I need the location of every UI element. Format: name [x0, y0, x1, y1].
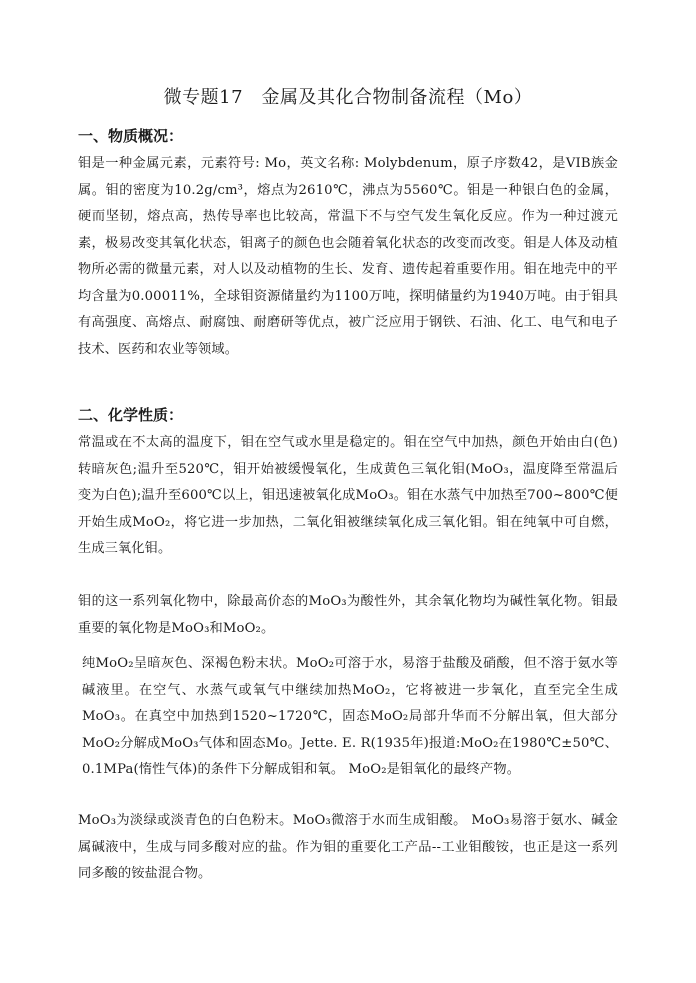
- chemical-text-2: 钼的这一系列氧化物中，除最高价态的MoO₃为酸性外，其余氧化物均为碱性氧化物。钼最重要的氧化物是MoO₃和MoO₂。: [78, 594, 618, 636]
- overview-paragraph: [78, 151, 618, 363]
- chemical-paragraph-4: [78, 808, 618, 888]
- page-title: 微专题17 金属及其化合物制备流程（Mo）: [163, 87, 533, 108]
- chemical-text-4: MoO₃为淡绿或淡青色的白色粉末。MoO₃微溶于水而生成钼酸。 MoO₃易溶于氨水、碱金属碱液中，生成与同多酸对应的盐。作为钼的重要化工产品--工业钼酸铵，也正是这一系列同多酸的铵盐混合物。: [78, 813, 618, 881]
- chemical-paragraph-1: [78, 430, 618, 563]
- section-heading-chemical-properties: 二、化学性质：: [78, 406, 184, 424]
- section-heading-overview: 一、物质概况：: [78, 127, 184, 145]
- chemical-paragraph-3: [78, 651, 618, 784]
- overview-text: 钼是一种金属元素，元素符号: Mo，英文名称: Molybdenum，原子序数42，是VIB族金属。钼的密度为10.2g/cm³，熔点为2610℃，沸点为5560℃。钼是一种银白色的金属，硬而坚韧，熔点高，热传导率也比较高，常温下不与空气发生氧化反应。作为一种过渡元素，极易改变其氧化状态，钼离子的颜色也会随着氧化状态的改变而改变。钼是人体及动植物所必需的微量元素，对人以及动植物的生长、发育、遗传起着重要作用。钼在地壳中的平均含量为0.00011%，全球钼资源储量约为1100万吨，探明储量约为1940万吨。由于钼具有高强度、高熔点、耐腐蚀、耐磨研等优点，被广泛应用于钢铁、石油、化工、电气和电子技术、医药和农业等领域。: [78, 156, 618, 357]
- chemical-paragraph-2: [78, 589, 618, 642]
- chemical-text-3: 纯MoO₂呈暗灰色、深褐色粉末状。MoO₂可溶于水，易溶于盐酸及硝酸，但不溶于氨水等碱液里。在空气、水蒸气或氧气中继续加热MoO₂，它将被进一步氧化，直至完全生成MoO₃。在真空中加热到1520~1720℃，固态MoO₂局部升华而不分解出氧，但大部分MoO₂分解成MoO₃气体和固态Mo。Jette. E. R(1935年)报道:MoO₂在1980℃±50℃、0.1MPa(惰性气体)的条件下分解成钼和氧。 MoO₂是钼氧化的最终产物。: [82, 656, 618, 777]
- chemical-text-1: 常温或在不太高的温度下，钼在空气或水里是稳定的。钼在空气中加热，颜色开始由白(色)转暗灰色;温升至520℃，钼开始被缓慢氧化，生成黄色三氧化钼(MoO₃，温度降至常温后变为白色);温升至600℃以上，钼迅速被氧化成MoO₃。钼在水蒸气中加热至700~800℃便开始生成MoO₂，将它进一步加热，二氧化钼被继续氧化成三氧化钼。钼在纯氧中可自燃，生成三氧化钼。: [78, 435, 618, 556]
